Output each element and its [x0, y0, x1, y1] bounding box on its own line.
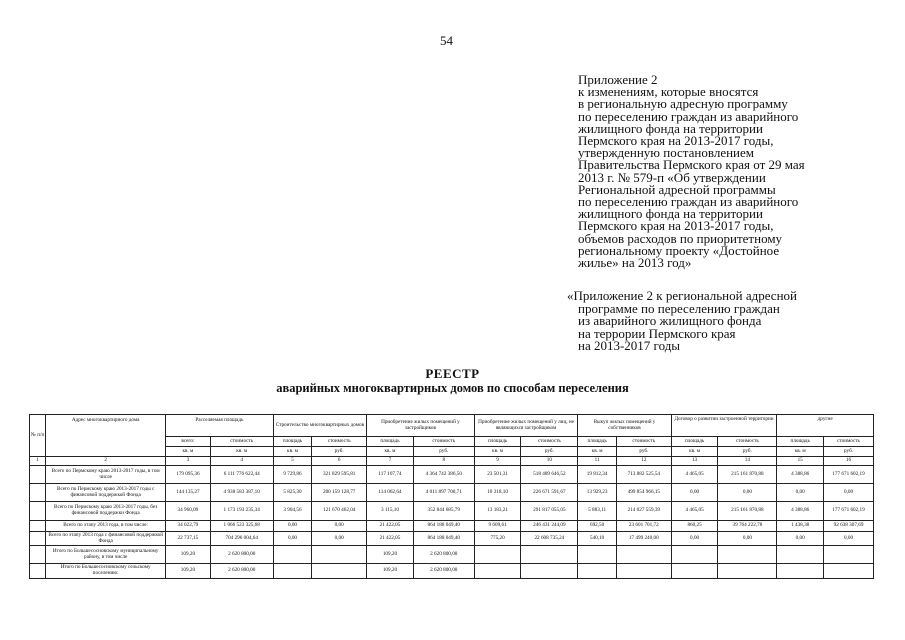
row-label: Всего по Пермскому краю 2013-2017 годы, без финансовой поддержки Фонда	[46, 502, 166, 521]
table-cell: 1 066 523 325,68	[210, 521, 273, 532]
unit-sqm: кв. м	[474, 447, 521, 457]
row-number-cell	[30, 484, 46, 502]
table-cell	[671, 546, 718, 564]
table-cell: 9 609,61	[474, 521, 521, 532]
row-number-cell	[30, 521, 46, 532]
table-cell: 4 465,05	[671, 502, 718, 521]
table-cell	[474, 564, 521, 579]
header-other: другие	[777, 415, 874, 437]
table-cell: 0,00	[824, 532, 874, 546]
column-number-row	[30, 457, 874, 466]
row-label: Итого по Большесосновскому сельскому поселению:	[46, 564, 166, 579]
table-cell: 109,20	[166, 546, 211, 564]
appendix-reference	[567, 290, 797, 353]
table-cell: 121 670 462,04	[312, 502, 367, 521]
header-area: площадь	[777, 437, 824, 447]
appendix-reference-line: на 2013-2017 годы	[578, 338, 681, 354]
header-construction: Строительство многоквартирных домов	[273, 415, 366, 437]
header-num: № п/п	[30, 415, 46, 457]
table-cell: 22 737,15	[166, 532, 211, 546]
table-cell: 0,00	[777, 532, 824, 546]
page-number: 54	[440, 33, 453, 48]
unit-rub: руб.	[824, 447, 874, 457]
appendix-intro-line: по переселению граждан из аварийного	[578, 194, 799, 210]
header-row-groups	[30, 415, 874, 437]
table-cell: 21 422,05	[367, 532, 414, 546]
table-cell: 4 364 742 386,50	[413, 466, 474, 484]
table-cell	[521, 546, 578, 564]
table-cell: 13 929,23	[578, 484, 617, 502]
table-cell	[824, 564, 874, 579]
table-cell: 2 620 800,00	[210, 546, 273, 564]
table-cell: 321 829 595,81	[312, 466, 367, 484]
header-area: площадь	[367, 437, 414, 447]
table-cell: 92 638 307,69	[824, 521, 874, 532]
unit-sqm: кв. м	[210, 447, 273, 457]
table-cell	[824, 546, 874, 564]
row-number-cell	[30, 532, 46, 546]
appendix-intro-line: региональному проекту «Достойное	[578, 242, 780, 258]
table-cell	[777, 564, 824, 579]
column-number: 8	[413, 457, 474, 466]
column-number: 11	[578, 457, 617, 466]
column-number: 16	[824, 457, 874, 466]
appendix-reference-line: программе по переселению граждан	[578, 300, 780, 316]
header-area: площадь	[474, 437, 521, 447]
table-cell: 3 904,56	[273, 502, 312, 521]
registry-table	[29, 414, 874, 579]
header-cost: стоимость	[718, 437, 777, 447]
table-cell: 5 883,11	[578, 502, 617, 521]
table-cell: 6 111 776 622,44	[210, 466, 273, 484]
appendix-intro-line: к изменениям, которые вносятся	[578, 84, 759, 100]
table-cell: 215 161 870,88	[718, 466, 777, 484]
table-cell: 2 620 800,00	[413, 546, 474, 564]
column-number: 5	[273, 457, 312, 466]
column-number: 6	[312, 457, 367, 466]
table-cell: 692,50	[578, 521, 617, 532]
header-cost: стоимость	[616, 437, 671, 447]
table-cell	[718, 564, 777, 579]
appendix-reference-line: на террории Пермского края	[578, 325, 736, 341]
table-cell: 34 022,79	[166, 521, 211, 532]
table-cell	[521, 564, 578, 579]
unit-rub: руб.	[616, 447, 671, 457]
header-cost: стоимость	[521, 437, 578, 447]
column-number: 3	[166, 457, 211, 466]
table-cell: 9 729,86	[273, 466, 312, 484]
column-number: 1	[30, 457, 46, 466]
table-cell: 4 388,86	[777, 466, 824, 484]
header-purchase-non-dev: Приобретение жилых помещений у лиц, не являющихся застройщиком	[474, 415, 578, 437]
table-cell: 179 095,36	[166, 466, 211, 484]
table-cell	[718, 546, 777, 564]
appendix-intro-line: жилищного фонда на территории	[578, 206, 763, 222]
table-cell	[616, 564, 671, 579]
header-area: площадь	[671, 437, 718, 447]
header-area: площадь	[273, 437, 312, 447]
table-cell	[578, 546, 617, 564]
table-cell: 215 161 870,88	[718, 502, 777, 521]
table-cell: 0,00	[273, 532, 312, 546]
row-number-cell	[30, 466, 46, 484]
unit-rub: руб.	[413, 447, 474, 457]
unit-sqm: кв. м	[578, 447, 617, 457]
appendix-intro-line: Правительства Пермского края от 29 мая	[578, 157, 805, 173]
table-cell: 4 938 583 387,10	[210, 484, 273, 502]
header-development: Договор о развитии застроенной территории	[671, 415, 777, 437]
table-cell	[312, 564, 367, 579]
table-cell: 291 817 055,05	[521, 502, 578, 521]
table-cell: 3 115,10	[367, 502, 414, 521]
unit-sqm: кв. м	[777, 447, 824, 457]
table-cell: 540,10	[578, 532, 617, 546]
table-cell	[273, 546, 312, 564]
header-cost: стоимость	[312, 437, 367, 447]
table-cell: 0,00	[718, 484, 777, 502]
header-address: Адрес многоквартирного дома	[46, 415, 166, 457]
table-cell: 352 844 685,79	[413, 502, 474, 521]
table-cell: 4 388,86	[777, 502, 824, 521]
table-cell: 1 173 193 235,34	[210, 502, 273, 521]
column-number: 15	[777, 457, 824, 466]
header-cost: стоимость	[413, 437, 474, 447]
header-cost: стоимость	[824, 437, 874, 447]
table-cell: 109,20	[166, 564, 211, 579]
column-number: 4	[210, 457, 273, 466]
table-cell	[312, 546, 367, 564]
table-cell: 2 620 800,00	[413, 564, 474, 579]
table-cell: 23 501,31	[474, 466, 521, 484]
table-cell: 109,20	[367, 564, 414, 579]
table-cell: 0,00	[671, 484, 718, 502]
appendix-intro-line: Пермского края на 2013-2017 годы,	[578, 133, 774, 149]
row-label: Всего по Пермскому краю 2013-2017 годы, в том числе	[46, 466, 166, 484]
row-label: Всего по этапу 2013 года с финансовой поддержкой Фонда	[46, 532, 166, 546]
table-cell	[578, 564, 617, 579]
table-cell	[777, 546, 824, 564]
table-cell: 0,00	[273, 521, 312, 532]
table-cell: 5 825,30	[273, 484, 312, 502]
table-cell: 214 027 559,39	[616, 502, 671, 521]
unit-rub: руб.	[521, 447, 578, 457]
header-purchase-dev: Приобретение жилых помещений у застройщиков	[367, 415, 475, 437]
table-cell	[616, 546, 671, 564]
row-label: Всего по этапу 2013 года, в том числе:	[46, 521, 166, 532]
table-cell: 17 499 240,00	[616, 532, 671, 546]
header-area: площадь	[578, 437, 617, 447]
table-cell: 200 159 128,77	[312, 484, 367, 502]
table-cell: 13 183,21	[474, 502, 521, 521]
appendix-intro-line: по переселению граждан из аварийного	[578, 108, 799, 124]
table-row	[30, 466, 874, 484]
table-cell: 0,00	[824, 484, 874, 502]
table-cell: 177 671 602,19	[824, 466, 874, 484]
table-cell: 22 608 735,24	[521, 532, 578, 546]
unit-sqm: кв. м	[273, 447, 312, 457]
row-label: Всего по Пермскому краю 2013-2017 годы с финансовой поддержкой Фонда	[46, 484, 166, 502]
table-cell: 23 601 701,72	[616, 521, 671, 532]
unit-rub: руб.	[718, 447, 777, 457]
table-cell: 2 620 800,00	[210, 564, 273, 579]
appendix-intro-line: жилье» на 2013 год»	[578, 255, 692, 271]
appendix-intro-line: объемов расходов по приоритетному	[578, 230, 783, 246]
appendix-reference-line: «Приложение 2 к региональной адресной	[567, 288, 797, 303]
table-cell: 4 465,05	[671, 466, 718, 484]
row-label: Итого по Большесосновскому муниципальному району, в том числе	[46, 546, 166, 564]
appendix-intro-line: 2013 г. № 579-п «Об утверждении	[578, 169, 766, 185]
column-number: 9	[474, 457, 521, 466]
unit-sqm: кв. м	[367, 447, 414, 457]
column-number: 13	[671, 457, 718, 466]
appendix-intro	[578, 74, 805, 269]
column-number: 10	[521, 457, 578, 466]
table-cell: 114 062,64	[367, 484, 414, 502]
row-number-cell	[30, 546, 46, 564]
column-number: 12	[616, 457, 671, 466]
table-cell: 0,00	[671, 532, 718, 546]
table-row	[30, 564, 874, 579]
table-cell: 0,00	[718, 532, 777, 546]
appendix-intro-line: утвержденную постановлением	[578, 145, 755, 161]
table-cell: 34 960,09	[166, 502, 211, 521]
table-row	[30, 546, 874, 564]
header-cost: стоимость	[210, 437, 273, 447]
table-row	[30, 521, 874, 532]
header-total: всего:	[166, 437, 211, 447]
appendix-intro-line: жилищного фонда на территории	[578, 120, 763, 136]
table-row	[30, 532, 874, 546]
document-subtitle: аварийных многоквартирных домов по способам переселения	[276, 381, 629, 395]
table-cell: 864 188 049,40	[413, 532, 474, 546]
header-resettled-area: Расселяемая площадь	[166, 415, 274, 437]
document-title: РЕЕСТР	[425, 366, 480, 381]
table-cell: 4 011 897 700,71	[413, 484, 474, 502]
table-cell: 775,20	[474, 532, 521, 546]
unit-sqm: кв. м	[671, 447, 718, 457]
appendix-intro-line: Региональной адресной программы	[578, 181, 776, 197]
column-number: 2	[46, 457, 166, 466]
table-cell: 39 764 222,78	[718, 521, 777, 532]
table-cell	[273, 564, 312, 579]
appendix-reference-line: из аварийного жилищного фонда	[578, 313, 762, 329]
column-number: 14	[718, 457, 777, 466]
table-cell: 0,00	[312, 521, 367, 532]
unit-rub: руб.	[312, 447, 367, 457]
appendix-intro-line: Приложение 2	[578, 72, 658, 87]
table-cell	[474, 546, 521, 564]
table-row	[30, 502, 874, 521]
table-cell: 1 438,38	[777, 521, 824, 532]
table-cell: 518 489 646,52	[521, 466, 578, 484]
header-buyout: Выкуп жилых помещений у собственников	[578, 415, 671, 437]
appendix-intro-line: в региональную адресную программу	[578, 96, 788, 112]
table-cell	[671, 564, 718, 579]
table-cell: 144 135,27	[166, 484, 211, 502]
table-cell: 109,20	[367, 546, 414, 564]
table-cell: 713 882 525,54	[616, 466, 671, 484]
table-cell: 177 671 602,19	[824, 502, 874, 521]
table-cell: 0,00	[312, 532, 367, 546]
table-cell: 864 188 049,40	[413, 521, 474, 532]
table-cell: 860,25	[671, 521, 718, 532]
unit-sqm: кв. м	[166, 447, 211, 457]
table-cell: 21 422,05	[367, 521, 414, 532]
column-number: 7	[367, 457, 414, 466]
appendix-intro-line: Пермского края на 2013-2017 годы,	[578, 218, 774, 234]
row-number-cell	[30, 502, 46, 521]
table-cell: 499 854 966,15	[616, 484, 671, 502]
table-cell: 19 812,34	[578, 466, 617, 484]
row-number-cell	[30, 564, 46, 579]
table-cell: 117 107,74	[367, 466, 414, 484]
table-row	[30, 484, 874, 502]
table-cell: 10 318,10	[474, 484, 521, 502]
table-cell: 226 671 591,67	[521, 484, 578, 502]
table-cell: 246 431 244,09	[521, 521, 578, 532]
table-cell: 704 296 004,64	[210, 532, 273, 546]
table-cell: 0,00	[777, 484, 824, 502]
